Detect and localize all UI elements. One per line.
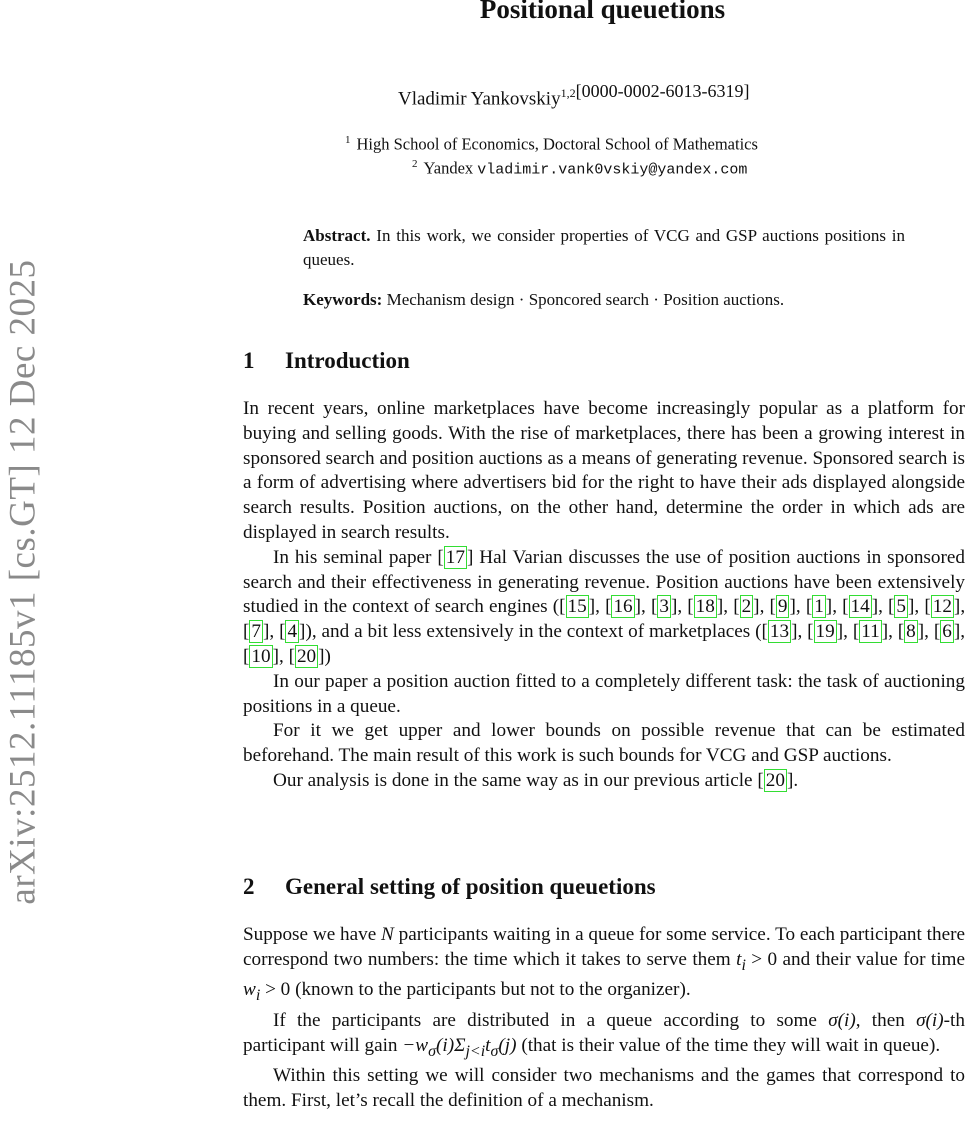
abstract-text: In this work, we consider properties of VCG and GSP auctions positions in queues. — [303, 226, 905, 269]
author-orcid[interactable]: [0000-0002-6013-6319] — [575, 81, 750, 102]
intro-paragraph-4: For it we get upper and lower bounds on possible revenue that can be estimated beforehand. The main result of this work is such bounds for VCG and GSP auctions. — [243, 720, 965, 767]
section-heading-general-setting: 2 General setting of position queuetions — [243, 874, 656, 899]
intro-paragraph-2: In his seminal paper [ 17 ] Hal Varian discusses the use of position auctions in sponsored search and their effectiveness in generating revenue. Position auctions have been extensively studied in the context of search engines ([ 15 ], [ 16 ], [ 3 ], [ 18 ], [ 2 ], [ 9 ], [ 1 ], [ 14 ], [ 5 ], [ 12 ], [ 7 ], [ 4 ]), and a bit less extensively in the context of marketplaces ([ 13 ], [ 19 ], [ 11 ], [ 8 ], [ 6 ], [ 10 ], [ 20 ]) — [243, 546, 965, 667]
citation-link[interactable]: 14 — [850, 596, 870, 618]
author-email[interactable]: vladimir.vank0vskiy@yandex.com — [477, 161, 748, 179]
setting-paragraph-2: If the participants are distributed in a queue according to some σ(i), then σ(i)-th participant will gain $-w_\sigma(i)\Sigma_{j<i}t_\sigma(j)$ (that is their value of the time they will wait in queue). — [243, 1010, 965, 1060]
citation-link[interactable]: 7 — [251, 621, 261, 643]
citation-link[interactable]: 1 — [814, 596, 824, 618]
author-line — [398, 81, 750, 110]
citation-link[interactable]: 6 — [942, 621, 952, 643]
citation-link[interactable]: 9 — [777, 596, 788, 618]
affiliation-2: $^2$ Yandex vladimir.vank0vskiy@yandex.com — [412, 158, 748, 179]
citation-link[interactable]: 11 — [861, 621, 880, 643]
intro-paragraph-5: Our analysis is done in the same way as in our previous article [ 20 ]. — [273, 769, 799, 791]
setting-paragraph-3: Within this setting we will consider two mechanisms and the games that correspond to them. First, let’s recall the definition of a mechanism. — [243, 1065, 965, 1112]
keywords-text: Mechanism design · Sponcored search · Position auctions. — [386, 290, 785, 309]
paper-title: Positional queuetions — [479, 0, 726, 24]
section-heading-introduction: 1 Introduction — [243, 348, 410, 373]
citation-link[interactable]: 5 — [896, 596, 907, 618]
citation-link[interactable]: 17 — [445, 546, 465, 568]
abstract — [303, 224, 905, 272]
citation-link[interactable]: 13 — [769, 621, 790, 643]
citation-link[interactable]: 12 — [932, 596, 952, 618]
author-name: Vladimir Yankovskiy — [398, 88, 561, 110]
citation-link[interactable]: 15 — [567, 596, 587, 618]
arxiv-identifier: arXiv:2512.11185v1 [cs.GT] 12 Dec 2025 — [2, 259, 44, 905]
arxiv-sidebar — [3, 217, 43, 947]
citation-link[interactable]: 2 — [741, 596, 752, 618]
intro-paragraph-1: In recent years, online marketplaces have become increasingly popular as a platform for buying and selling goods. With the rise of marketplaces, there has been a growing interest in sponsored search and position auctions as a means of generating revenue. Sponsored search is a form of advertising where advertisers bid for the right to have their ads displayed alongside search results. Position auctions, on the other hand, determine the order in which ads are displayed in search results. — [243, 398, 965, 543]
abstract-label: Abstract. — [303, 226, 371, 245]
setting-paragraph-1: Suppose we have N participants waiting in a queue for some service. To each participant there correspond two numbers: the time which it takes to serve them $t_i > 0$ and their value for time $w_i > 0$ (known to the participants but not to the organizer). — [243, 924, 965, 1005]
keywords-label: Keywords: — [303, 290, 383, 309]
citation-link[interactable]: 20 — [296, 645, 317, 667]
intro-paragraph-3: In our paper a position auction fitted to a completely different task: the task of auctioning positions in a queue. — [243, 670, 965, 717]
affiliation-1: $^1$ High School of Economics, Doctoral School of Mathematics — [345, 134, 758, 154]
author-affil-marks: 1,2 — [560, 86, 576, 100]
keywords — [303, 290, 784, 310]
citation-link[interactable]: 8 — [906, 621, 916, 643]
citation-link[interactable]: 16 — [613, 596, 633, 618]
citation-link[interactable]: 20 — [765, 769, 785, 791]
general-setting-body — [243, 923, 965, 1114]
citation-link[interactable]: 10 — [251, 645, 271, 667]
citation-link[interactable]: 18 — [695, 596, 715, 618]
citation-link[interactable]: 4 — [287, 621, 298, 643]
citation-link[interactable]: 19 — [815, 621, 835, 643]
citation-link[interactable]: 3 — [659, 596, 669, 618]
introduction-body — [243, 397, 965, 794]
